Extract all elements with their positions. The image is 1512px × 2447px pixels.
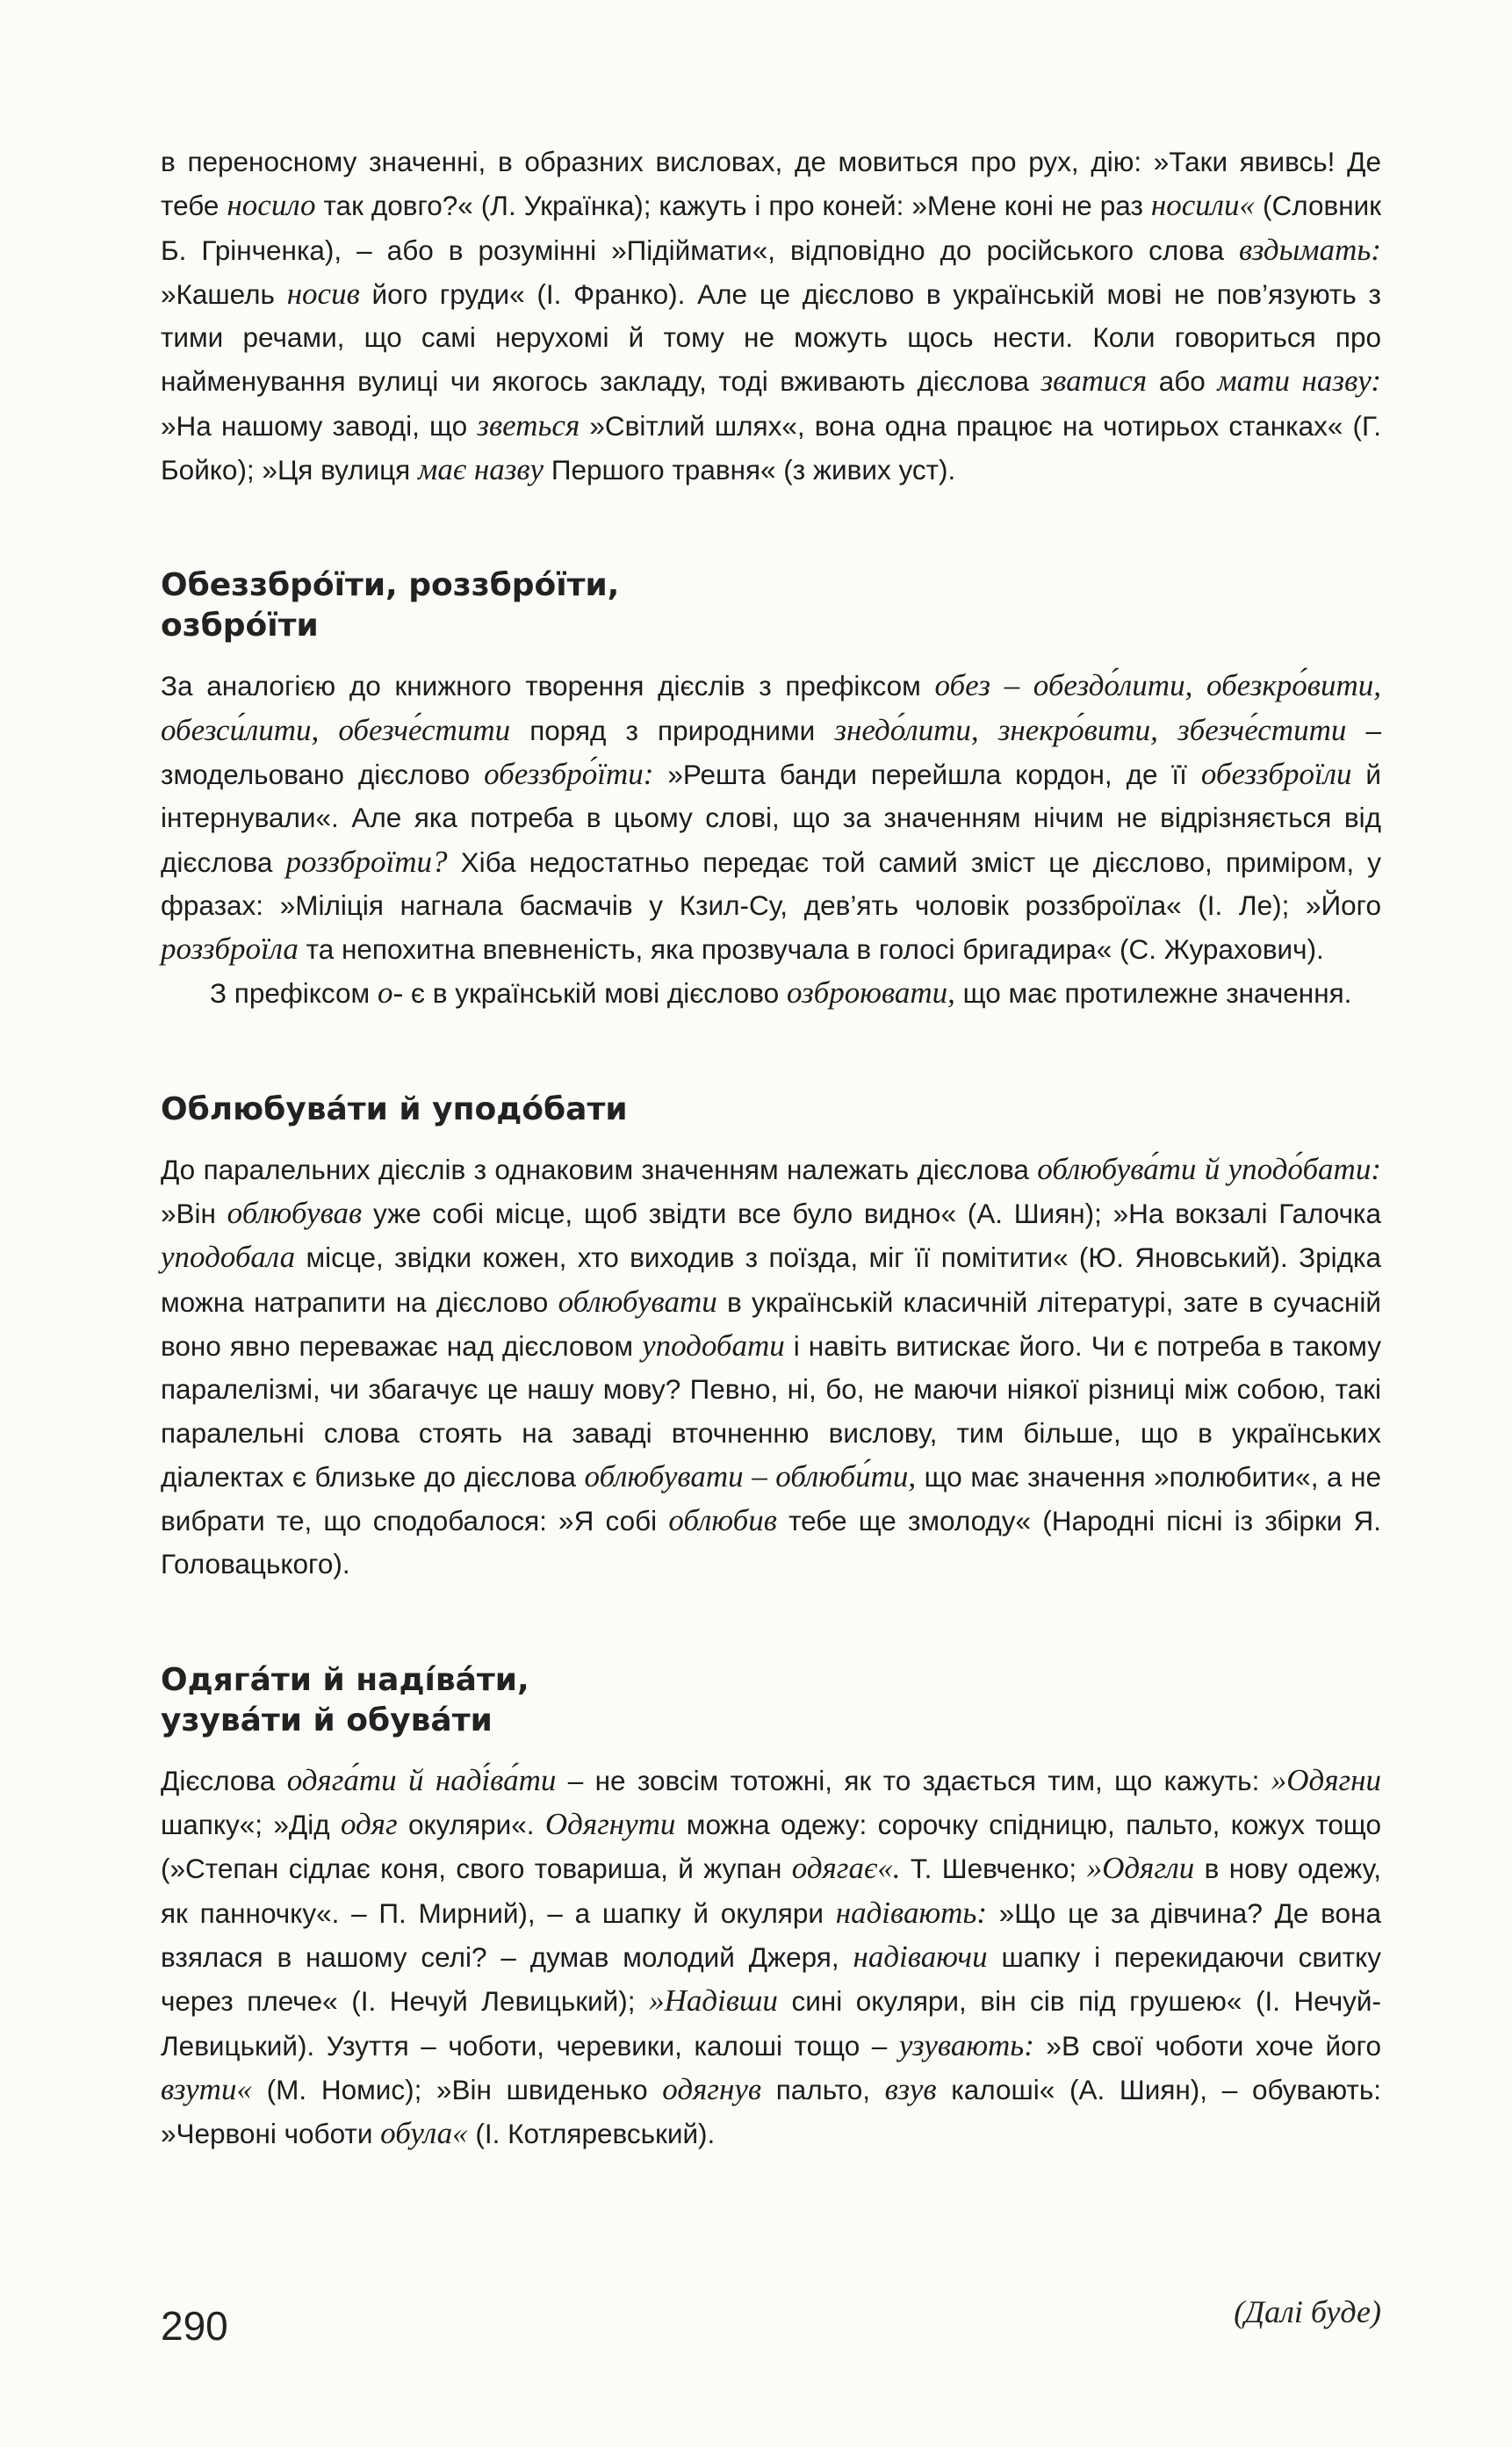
section-heading-line2: узува́ти й обува́ти — [161, 1702, 493, 1738]
text-run: – не зовсім тотожні, як то здається тим, що кажуть: — [556, 1764, 1271, 1796]
text-run: що має значення »полюбити«, а не вибрати те, що сподобалося: »Я собі — [161, 1460, 1381, 1537]
text-run: (Словник Б. Грінченка), – або в розумінні »Підіймати«, відповідно до російського слова — [161, 190, 1381, 266]
text-run: »Світлий шлях«, вона одна працює на чотирьох станках« (Г. Бойко); »Ця вулиця — [161, 409, 1381, 486]
text-run: шапку і перекидаючи свитку через плече« (І. Нечуй Левицький); — [161, 1940, 1381, 2018]
text-run: та непохитна впевненість, яка прозвучала в голосі бригадира« (С. Журахович). — [298, 933, 1324, 966]
italic-term: взув — [884, 2071, 937, 2106]
italic-term: носили« — [1150, 188, 1256, 223]
text-run: тебе ще змолоду« (Народні пісні із збірки Я. Головацького). — [161, 1505, 1382, 1580]
italic-term: має назву — [418, 452, 544, 487]
section-oblyubuvaty — [161, 1090, 1381, 1587]
text-run: З префіксом — [210, 977, 378, 1010]
italic-term: »Одягли — [1086, 1851, 1195, 1886]
text-run: калоші« (А. Шиян), – обувають: »Червоні чоботи — [161, 2073, 1381, 2150]
section-heading — [161, 1090, 1381, 1130]
text-run: Т. Шевченко; — [900, 1853, 1087, 1885]
italic-term: облюбувати — [558, 1284, 717, 1319]
section-paragraph — [161, 971, 1381, 1015]
section-heading — [161, 1660, 1381, 1741]
text-run: уже собі місце, щоб звідти все було видно« (А. Шиян); »На вокзалі Галочка — [362, 1198, 1381, 1230]
text-run: сині окуляри, він сів під грушею« (І. Нечуй-Левицький). Узуття – чоботи, черевики, калоші тощо – — [161, 1985, 1381, 2062]
italic-term: уподобала — [161, 1240, 296, 1275]
italic-term: взути« — [161, 2071, 252, 2106]
text-run: окуляри«. — [397, 1809, 545, 1841]
italic-term: знедо́лити, знекро́вити, збезче́стити — [834, 712, 1347, 747]
text-run: пальто, — [761, 2073, 885, 2105]
text-run: »Що це за дівчина? Де вона взялася в нашому селі? – думав молодий Джеря, — [161, 1896, 1381, 1973]
text-run: Хіба недостатньо передає той самий зміст це дієслово, приміром, у фразах: »Міліція нагнала басмачів у Кзил-Су, дев’ять чоловік роззброїла« (І. Ле); »Його — [161, 846, 1382, 921]
text-run: є в українській мові дієслово — [403, 977, 787, 1010]
text-run: Першого травня« (з живих уст). — [544, 454, 956, 486]
text-run: »Кашель — [161, 277, 287, 310]
text-run: в переносному значенні, в образних висловах, де мовиться про рух, дію: »Таки явивсь! Де тебе — [161, 146, 1381, 222]
text-run: що має протилежне значення. — [954, 977, 1352, 1010]
italic-term: надівають: — [835, 1895, 988, 1930]
section-heading — [161, 565, 1381, 646]
section-paragraph — [161, 664, 1381, 971]
text-run: – змодельовано дієслово — [161, 714, 1381, 790]
italic-term: обез – обездо́лити, обезкро́вити, обезси́лити, обезче́стити — [161, 668, 1381, 747]
text-run: так довго?« (Л. Українка); кажуть і про коней: »Мене коні не раз — [315, 190, 1151, 222]
section-heading-line2: озбро́їти — [161, 608, 319, 644]
italic-term: носив — [286, 276, 360, 311]
text-run: За аналогією до книжного творення дієслів з префіксом — [161, 670, 935, 702]
italic-term: одягає«. — [791, 1851, 901, 1886]
text-run: або — [1147, 365, 1218, 398]
page-number: 290 — [161, 2303, 228, 2349]
italic-term: обеззбро́їти: — [484, 756, 654, 791]
text-run: (М. Номис); »Він швиденько — [251, 2073, 663, 2105]
italic-term: одягнув — [662, 2071, 762, 2106]
italic-term: вздымать: — [1238, 232, 1381, 267]
section-heading-line1: Облюбува́ти й уподо́бати — [161, 1090, 628, 1127]
italic-term: одяга́ти й наді́ва́ти — [286, 1762, 557, 1797]
italic-term: узувають: — [898, 2027, 1034, 2062]
text-run: і навіть витискає його. Чи є потреба в такому паралелізмі, чи збагачує це нашу мову? Певно, ні, бо, не маючи ніякої різниці між собою, такі паралельні слова стоять на заваді вточненню вислову, тим більше, що в українських діалектах є близьке до дієслова — [161, 1329, 1381, 1493]
text-run: місце, звідки кожен, хто виходив з поїзда, міг її помітити« (Ю. Яновський). Зрідка можна натрапити на дієслово — [161, 1241, 1381, 1318]
italic-term: Одягнути — [544, 1807, 676, 1842]
text-run: До паралельних дієслів з однаковим значенням належать дієслова — [161, 1153, 1038, 1185]
section-heading-line1: Обеззбро́їти, роззбро́їти, — [161, 567, 620, 604]
italic-term: носило — [227, 188, 316, 223]
text-run: можна одежу: сорочку спідницю, пальто, кожух тощо (»Степан сідлає коня, свого товариша, й жупан — [161, 1809, 1381, 1885]
text-run: поряд з природними — [510, 714, 835, 746]
intro-paragraph — [161, 140, 1381, 492]
text-run: »На нашому заводі, що — [161, 409, 478, 442]
italic-term: уподобати — [642, 1328, 785, 1363]
text-run: в українській класичній літературі, зате в сучасній воно явно переважає над дієсловом — [161, 1285, 1382, 1362]
text-run: »Він — [161, 1198, 227, 1230]
italic-term: о- — [377, 975, 404, 1011]
italic-term: озброювати, — [786, 975, 955, 1011]
text-run: в нову одежу, як панночку«. – П. Мирний), – а шапку й окуляри — [161, 1853, 1382, 1929]
text-run: »Решта банди перейшла кордон, де її — [653, 758, 1201, 790]
section-paragraph — [161, 1759, 1381, 2156]
italic-term: мати назву: — [1217, 363, 1381, 399]
italic-term: надіваючи — [853, 1939, 988, 1974]
italic-term: обеззброїли — [1200, 756, 1352, 791]
text-column — [161, 140, 1381, 2156]
text-run: »В свої чоботи хоче його — [1033, 2029, 1381, 2062]
italic-term: роззброїла — [161, 932, 299, 967]
section-obezzbroity — [161, 565, 1381, 1015]
text-run: (І. Котляревський). — [467, 2118, 716, 2150]
text-run: й інтернували«. Але яка потреба в цьому слові, що за значенням нічим не відрізняється від дієслова — [161, 758, 1381, 878]
section-paragraph — [161, 1148, 1381, 1587]
italic-term: облюбував — [227, 1196, 363, 1231]
italic-term: зватися — [1040, 363, 1148, 399]
italic-term: облюбив — [668, 1503, 777, 1538]
page-footer — [161, 2293, 1381, 2364]
italic-term: одяг — [340, 1807, 398, 1842]
italic-term: облюбувати – облюби́ти, — [584, 1458, 917, 1493]
italic-term: »Надівши — [649, 1983, 778, 2019]
italic-term: зветься — [477, 407, 580, 443]
italic-term: облюбува́ти й уподо́бати: — [1037, 1151, 1381, 1186]
continued-note: (Далі буде) — [1234, 2294, 1381, 2329]
section-odyahaty — [161, 1660, 1381, 2156]
text-run: його груди« (І. Франко). Але це дієслово в українській мові не пов’язують з тими речами, що самі нерухомі й тому не можуть щось нести. Коли говориться про найменування вулиці чи якогось закладу, тоді вживають дієслова — [161, 277, 1381, 398]
section-heading-line1: Одяга́ти й наді́ва́ти, — [161, 1661, 529, 1698]
text-run: шапку«; »Дід — [161, 1809, 341, 1841]
text-run: Дієслова — [161, 1764, 287, 1796]
italic-term: роззброїти? — [285, 844, 448, 879]
italic-term: »Одягни — [1271, 1762, 1381, 1797]
italic-term: обула« — [380, 2116, 468, 2151]
